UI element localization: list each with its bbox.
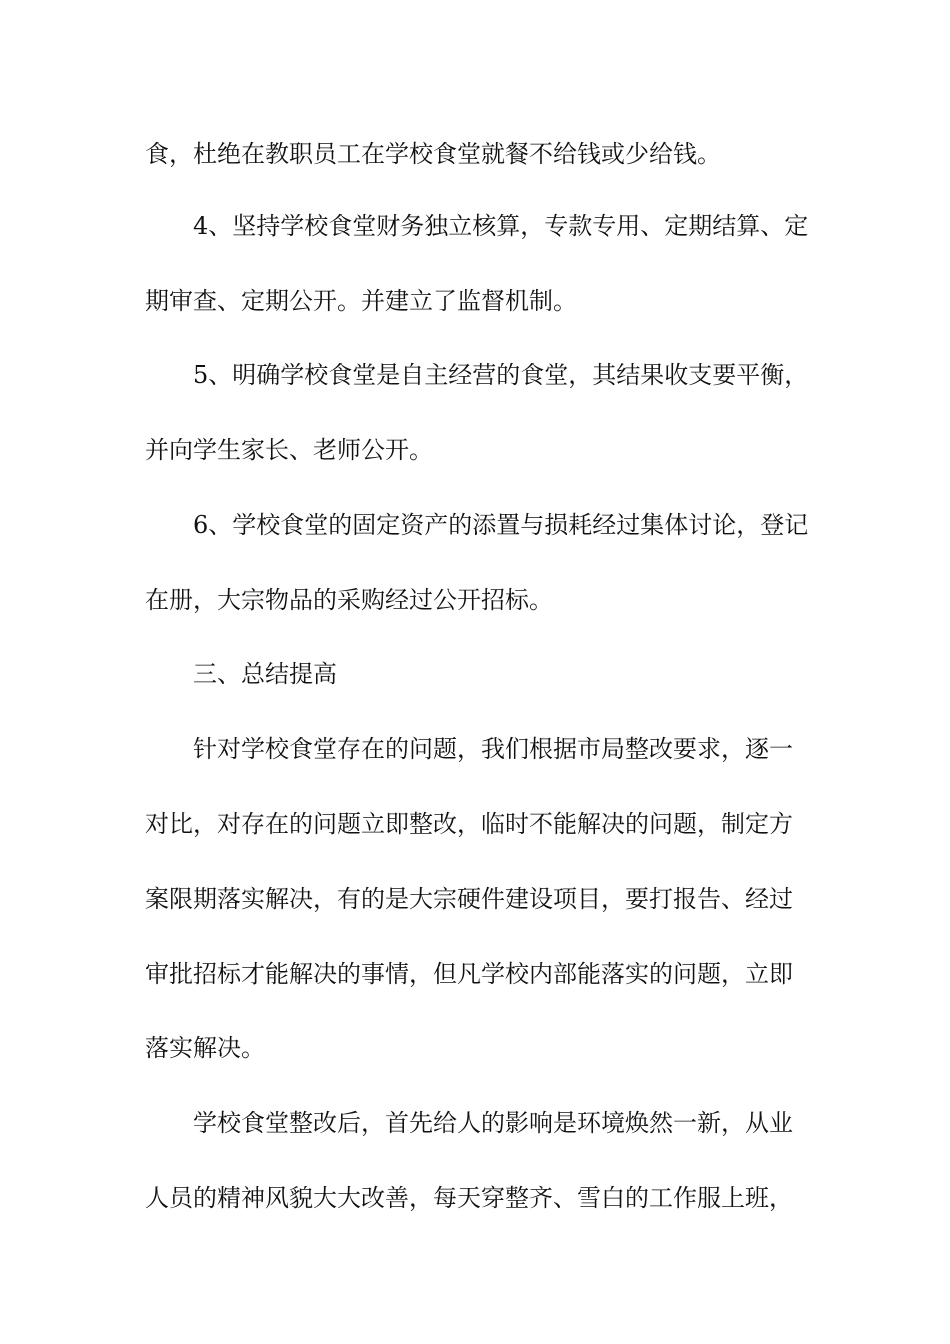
text-line: 对比，对存在的问题立即整改，临时不能解决的问题，制定方: [145, 810, 793, 838]
text-line: 在册，大宗物品的采购经过公开招标。: [145, 586, 553, 614]
text-line: 落实解决。: [145, 1034, 265, 1062]
text-line: 期审查、定期公开。并建立了监督机制。: [145, 287, 577, 315]
text-line: 审批招标才能解决的事情，但凡学校内部能落实的问题，立即: [145, 960, 793, 988]
paragraph-start: 针对学校食堂存在的问题，我们根据市局整改要求，逐一: [193, 735, 793, 763]
text-line: 并向学生家长、老师公开。: [145, 436, 433, 464]
text-line-item-5: 5、明确学校食堂是自主经营的食堂，其结果收支要平衡，: [193, 361, 809, 389]
text-line: 人员的精神风貌大大改善，每天穿整齐、雪白的工作服上班，: [145, 1184, 793, 1212]
paragraph-start: 学校食堂整改后，首先给人的影响是环境焕然一新，从业: [193, 1109, 793, 1137]
text-line: 食，杜绝在教职员工在学校食堂就餐不给钱或少给钱。: [145, 140, 721, 168]
text-line-item-6: 6、学校食堂的固定资产的添置与损耗经过集体讨论，登记: [193, 511, 809, 539]
text-line-item-4: 4、坚持学校食堂财务独立核算，专款专用、定期结算、定: [193, 212, 809, 240]
text-line: 案限期落实解决，有的是大宗硬件建设项目，要打报告、经过: [145, 885, 793, 913]
section-heading: 三、总结提高: [193, 660, 337, 688]
